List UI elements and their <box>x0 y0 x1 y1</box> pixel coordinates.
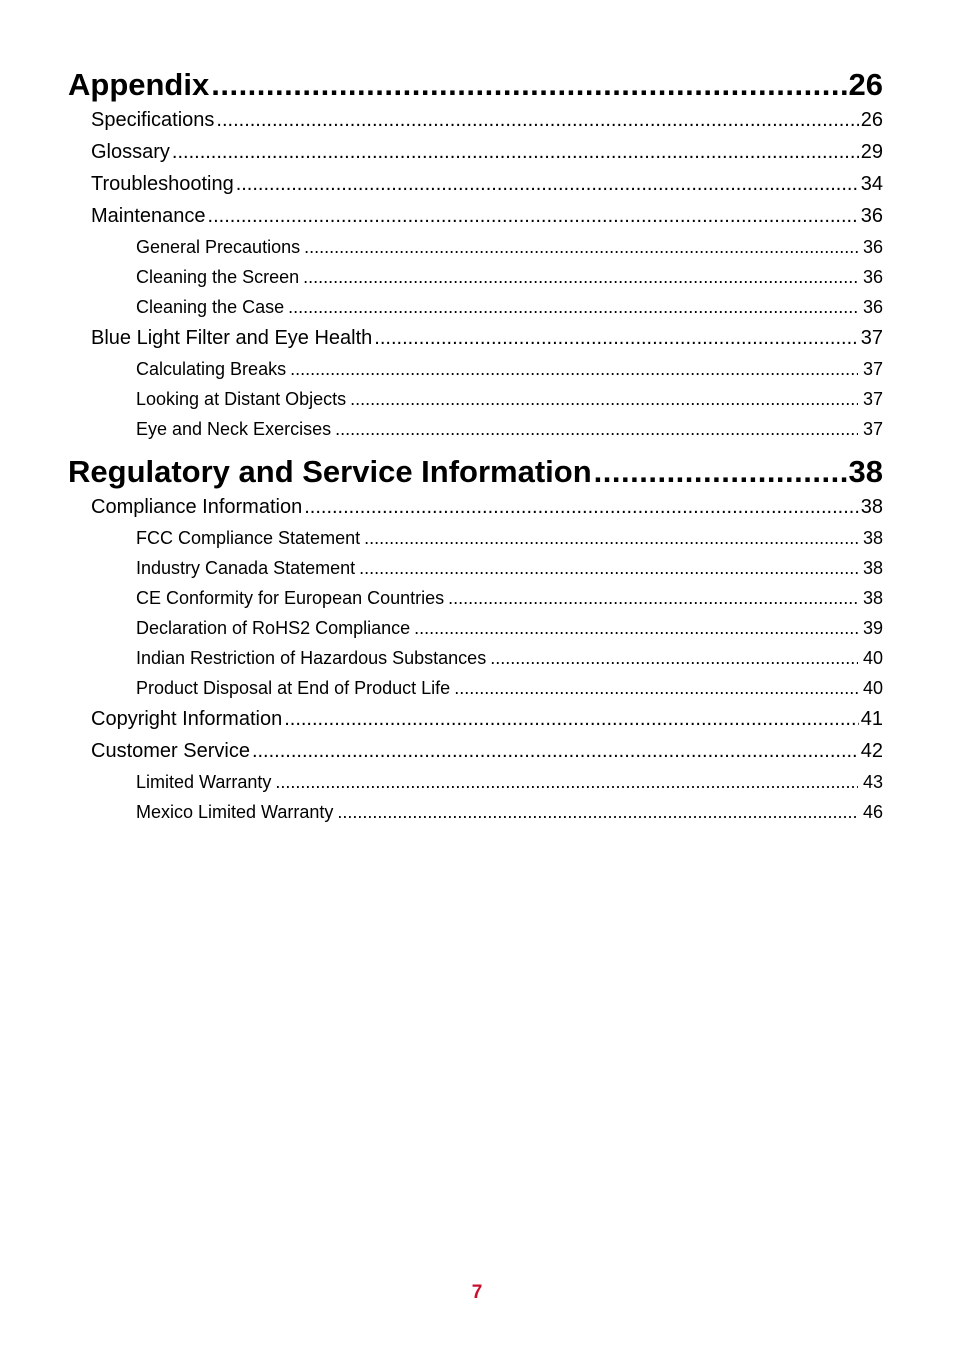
toc-dot-leader <box>359 553 858 583</box>
toc-entry-page: 37 <box>862 359 883 379</box>
toc-entry-page: 41 <box>860 708 883 730</box>
toc-entry[interactable] <box>68 703 883 735</box>
toc-dot-leader <box>211 66 846 104</box>
toc-section-heading[interactable] <box>68 66 883 104</box>
toc-dot-leader <box>304 491 859 523</box>
page-number: 7 <box>471 1282 483 1303</box>
toc-dot-leader <box>216 104 858 136</box>
toc-entry-page: 38 <box>862 528 883 548</box>
toc-dot-leader <box>275 767 858 797</box>
toc-dot-leader <box>364 523 858 553</box>
toc-entry-page: 43 <box>862 772 883 792</box>
toc-dot-leader <box>288 292 858 322</box>
toc-entry-title: Customer Service <box>91 740 250 762</box>
toc-entry-page: 38 <box>862 588 883 608</box>
toc-entry-title: General Precautions <box>136 237 301 257</box>
toc-dot-leader <box>304 232 858 262</box>
toc-entry-page: 46 <box>862 802 883 822</box>
toc-entry[interactable] <box>68 262 883 292</box>
toc-entry[interactable] <box>68 136 883 168</box>
toc-entry[interactable] <box>68 168 883 200</box>
toc-entry[interactable] <box>68 104 883 136</box>
toc-entry-title: Copyright Information <box>91 708 283 730</box>
toc-entry[interactable] <box>68 200 883 232</box>
toc-entry-title: Limited Warranty <box>136 772 272 792</box>
toc-dot-leader <box>414 613 858 643</box>
toc-entry-title: FCC Compliance Statement <box>136 528 361 548</box>
toc-dot-leader <box>290 354 858 384</box>
toc-entry-title: Cleaning the Screen <box>136 267 300 287</box>
toc-entry-page: 38 <box>848 454 883 489</box>
toc-entry[interactable] <box>68 354 883 384</box>
toc-entry[interactable] <box>68 523 883 553</box>
toc-entry[interactable] <box>68 767 883 797</box>
toc-entry-title: Appendix <box>68 67 210 102</box>
toc-entry-title: Cleaning the Case <box>136 297 285 317</box>
table-of-contents <box>68 66 883 827</box>
toc-entry-title: Looking at Distant Objects <box>136 389 347 409</box>
toc-entry[interactable] <box>68 735 883 767</box>
toc-dot-leader <box>594 453 847 491</box>
toc-dot-leader <box>337 797 858 827</box>
toc-entry-page: 36 <box>862 237 883 257</box>
toc-entry-title: Compliance Information <box>91 496 303 518</box>
toc-entry[interactable] <box>68 414 883 444</box>
toc-entry-page: 36 <box>860 205 883 227</box>
toc-entry-page: 29 <box>860 141 883 163</box>
toc-entry[interactable] <box>68 232 883 262</box>
toc-entry[interactable] <box>68 491 883 523</box>
toc-entry-page: 26 <box>848 67 883 102</box>
toc-entry-page: 42 <box>860 740 883 762</box>
toc-entry-page: 37 <box>862 389 883 409</box>
toc-entry-page: 37 <box>862 419 883 439</box>
toc-entry-title: Glossary <box>91 141 170 163</box>
toc-dot-leader <box>172 136 859 168</box>
toc-entry-title: Industry Canada Statement <box>136 558 356 578</box>
toc-entry-title: Eye and Neck Exercises <box>136 419 332 439</box>
toc-entry-title: Maintenance <box>91 205 206 227</box>
toc-entry-page: 39 <box>862 618 883 638</box>
toc-dot-leader <box>208 200 859 232</box>
toc-entry-title: Specifications <box>91 109 215 131</box>
toc-dot-leader <box>454 673 858 703</box>
toc-dot-leader <box>490 643 858 673</box>
toc-entry-title: Indian Restriction of Hazardous Substances <box>136 648 487 668</box>
toc-entry-page: 36 <box>862 267 883 287</box>
toc-entry-page: 26 <box>860 109 883 131</box>
toc-section-heading[interactable] <box>68 453 883 491</box>
toc-entry[interactable] <box>68 613 883 643</box>
toc-entry-title: Calculating Breaks <box>136 359 287 379</box>
toc-entry-title: Blue Light Filter and Eye Health <box>91 327 373 349</box>
toc-entry-title: Product Disposal at End of Product Life <box>136 678 451 698</box>
toc-entry-page: 38 <box>862 558 883 578</box>
toc-entry-page: 40 <box>862 678 883 698</box>
toc-entry[interactable] <box>68 797 883 827</box>
toc-entry[interactable] <box>68 322 883 354</box>
toc-entry[interactable] <box>68 643 883 673</box>
toc-dot-leader <box>236 168 859 200</box>
toc-entry[interactable] <box>68 384 883 414</box>
toc-entry-page: 36 <box>862 297 883 317</box>
toc-entry[interactable] <box>68 673 883 703</box>
toc-entry-title: Mexico Limited Warranty <box>136 802 334 822</box>
toc-entry[interactable] <box>68 583 883 613</box>
toc-dot-leader <box>335 414 858 444</box>
toc-entry-title: Declaration of RoHS2 Compliance <box>136 618 411 638</box>
toc-dot-leader <box>284 703 859 735</box>
toc-entry[interactable] <box>68 553 883 583</box>
toc-entry-title: Regulatory and Service Information <box>68 454 592 489</box>
toc-entry-page: 37 <box>860 327 883 349</box>
toc-dot-leader <box>350 384 858 414</box>
toc-dot-leader <box>303 262 858 292</box>
toc-entry-title: Troubleshooting <box>91 173 234 195</box>
toc-dot-leader <box>252 735 859 767</box>
toc-dot-leader <box>374 322 858 354</box>
toc-entry-page: 38 <box>860 496 883 518</box>
toc-dot-leader <box>448 583 858 613</box>
toc-entry-page: 40 <box>862 648 883 668</box>
toc-entry-title: CE Conformity for European Countries <box>136 588 445 608</box>
toc-entry[interactable] <box>68 292 883 322</box>
toc-entry-page: 34 <box>860 173 883 195</box>
